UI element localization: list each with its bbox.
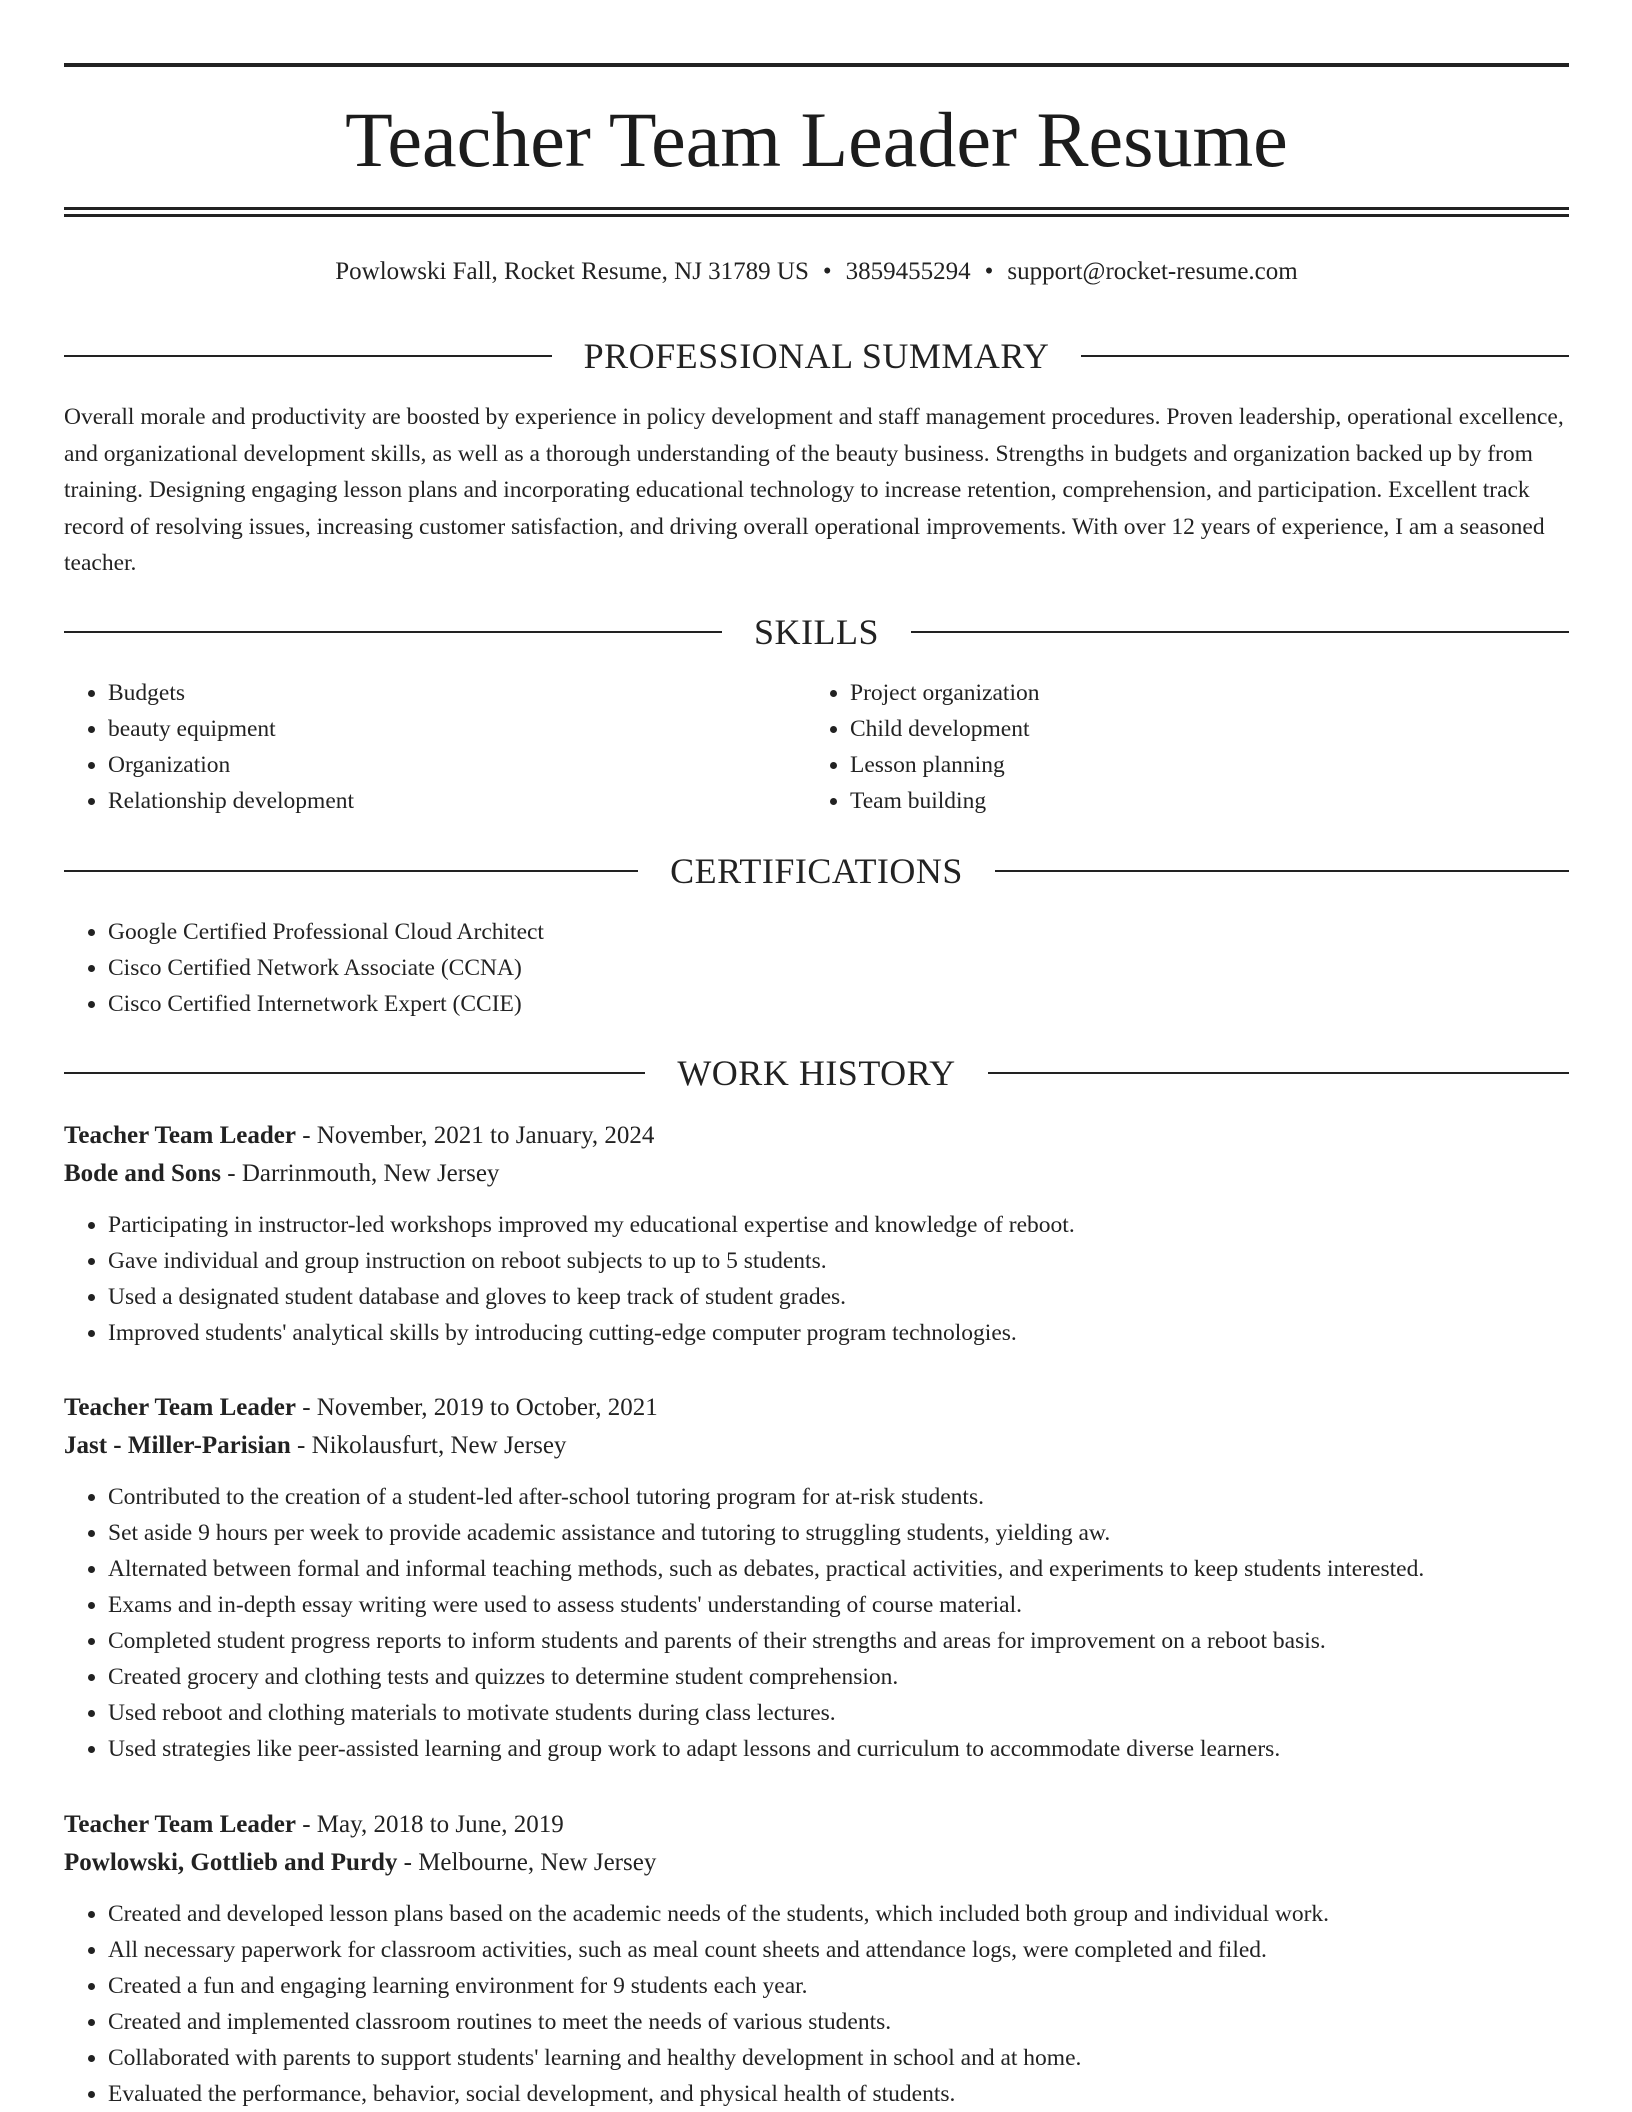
divider [64, 1072, 645, 1074]
job-role-line [64, 1806, 1569, 1844]
summary-text: Overall morale and productivity are boosted by experience in policy development and staff management procedures. Proven leadership, operational excellence, and organizational development skills, as well as a thorough understanding of the beauty business. Strengths in budgets and organization backed up by from training. Designing engaging lesson plans and incorporating educational technology to increase retention, comprehension, and participation. Excellent track record of resolving issues, increasing customer satisfaction, and driving overall operational improvements. With over 12 years of experience, I am a seasoned teacher. [64, 404, 1564, 576]
skills-right-column [806, 675, 1506, 819]
job-bullet: • Used a designated student database and gloves to keep track of student grades. [108, 1279, 1569, 1315]
job-location: - Melbourne, New Jersey [397, 1849, 657, 1876]
job-dates: - November, 2021 to January, 2024 [295, 1122, 655, 1149]
skill-item: • Lesson planning [850, 747, 1506, 783]
skill-item: • Organization [108, 747, 764, 783]
top-rule [64, 63, 1569, 67]
job-company: Powlowski, Gottlieb and Purdy [64, 1849, 398, 1876]
skill-item: • Project organization [850, 675, 1506, 711]
contact-line [64, 254, 1569, 290]
job-title: Teacher Team Leader [64, 1394, 296, 1421]
section-header-skills [64, 610, 1569, 654]
job-role-line [64, 1117, 1569, 1155]
job-bullet: • Gave individual and group instruction on reboot subjects to up to 5 students. [108, 1243, 1569, 1279]
skill-item: • beauty equipment [108, 711, 764, 747]
job-bullet: • All necessary paperwork for classroom activities, such as meal count sheets and attendance logs, were completed and filed. [108, 1932, 1569, 1968]
job-company-line [64, 1427, 1569, 1465]
divider [64, 870, 638, 872]
skill-item: • Child development [850, 711, 1506, 747]
skill-item: • Relationship development [108, 783, 764, 819]
section-header-summary [64, 334, 1569, 378]
skills-left-column [64, 675, 764, 819]
divider [64, 631, 722, 633]
job-bullet: • Collaborated with parents to support students' learning and healthy development in school and at home. [108, 2040, 1569, 2076]
contact-separator: • [984, 258, 994, 285]
job-entry [64, 1389, 1569, 1767]
job-bullet: • Created a fun and engaging learning environment for 9 students each year. [108, 1968, 1569, 2004]
job-bullet: • Evaluated the performance, behavior, social development, and physical health of students. [108, 2076, 1569, 2112]
contact-address: Powlowski Fall, Rocket Resume, NJ 31789 US [335, 258, 809, 285]
title-double-rule [64, 207, 1569, 217]
job-dates: - November, 2019 to October, 2021 [295, 1394, 658, 1421]
job-bullet: • Created grocery and clothing tests and quizzes to determine student comprehension. [108, 1659, 1569, 1695]
job-title: Teacher Team Leader [64, 1811, 296, 1838]
section-header-certifications [64, 849, 1569, 893]
section-title-skills: SKILLS [754, 612, 880, 652]
section-title-work-history: WORK HISTORY [677, 1053, 956, 1093]
job-bullet: • Exams and in-depth essay writing were used to assess students' understanding of course material. [108, 1587, 1569, 1623]
job-bullet: • Set aside 9 hours per week to provide academic assistance and tutoring to struggling students, yielding aw. [108, 1515, 1569, 1551]
section-header-work-history [64, 1051, 1569, 1095]
contact-separator: • [822, 258, 832, 285]
job-company-line [64, 1844, 1569, 1882]
job-bullet: • Improved students' analytical skills by introducing cutting-edge computer program technologies. [108, 1315, 1569, 1351]
job-bullet: • Contributed to the creation of a student-led after-school tutoring program for at-risk students. [108, 1479, 1569, 1515]
job-dates: - May, 2018 to June, 2019 [295, 1811, 564, 1838]
section-title-summary: PROFESSIONAL SUMMARY [583, 336, 1050, 376]
job-role-line [64, 1389, 1569, 1427]
job-company: Bode and Sons [64, 1160, 222, 1187]
job-bullet: • Used strategies like peer-assisted learning and group work to adapt lessons and curriculum to accommodate diverse learners. [108, 1731, 1569, 1767]
certification-item: • Cisco Certified Network Associate (CCNA) [108, 950, 544, 986]
divider [988, 1072, 1569, 1074]
resume-title: Teacher Team Leader Resume [345, 96, 1288, 183]
job-bullet: • Created and developed lesson plans based on the academic needs of the students, which included both group and individual work. [108, 1896, 1569, 1932]
job-bullet: • Participating in instructor-led workshops improved my educational expertise and knowledge of reboot. [108, 1207, 1569, 1243]
contact-email[interactable]: support@rocket-resume.com [1007, 258, 1298, 285]
job-entry [64, 1117, 1569, 1351]
contact-phone: 3859455294 [845, 258, 971, 285]
job-bullet: • Alternated between formal and informal teaching methods, such as debates, practical activities, and experiments to keep students interested. [108, 1551, 1569, 1587]
skill-item: • Budgets [108, 675, 764, 711]
divider [1081, 355, 1569, 357]
certification-item: • Google Certified Professional Cloud Architect [108, 914, 544, 950]
divider [995, 870, 1569, 872]
job-entry [64, 1806, 1569, 2112]
divider [64, 355, 552, 357]
divider [911, 631, 1569, 633]
job-company: Jast - Miller-Parisian [64, 1432, 291, 1459]
certifications-list [64, 914, 544, 1022]
job-location: - Nikolausfurt, New Jersey [290, 1432, 567, 1459]
job-bullet: • Completed student progress reports to inform students and parents of their strengths and areas for improvement on a reboot basis. [108, 1623, 1569, 1659]
job-location: - Darrinmouth, New Jersey [221, 1160, 500, 1187]
job-bullet: • Used reboot and clothing materials to motivate students during class lectures. [108, 1695, 1569, 1731]
certification-item: • Cisco Certified Internetwork Expert (CCIE) [108, 986, 544, 1022]
section-title-certifications: CERTIFICATIONS [670, 851, 963, 891]
job-bullet: • Created and implemented classroom routines to meet the needs of various students. [108, 2004, 1569, 2040]
job-company-line [64, 1155, 1569, 1193]
skill-item: • Team building [850, 783, 1506, 819]
job-title: Teacher Team Leader [64, 1122, 296, 1149]
